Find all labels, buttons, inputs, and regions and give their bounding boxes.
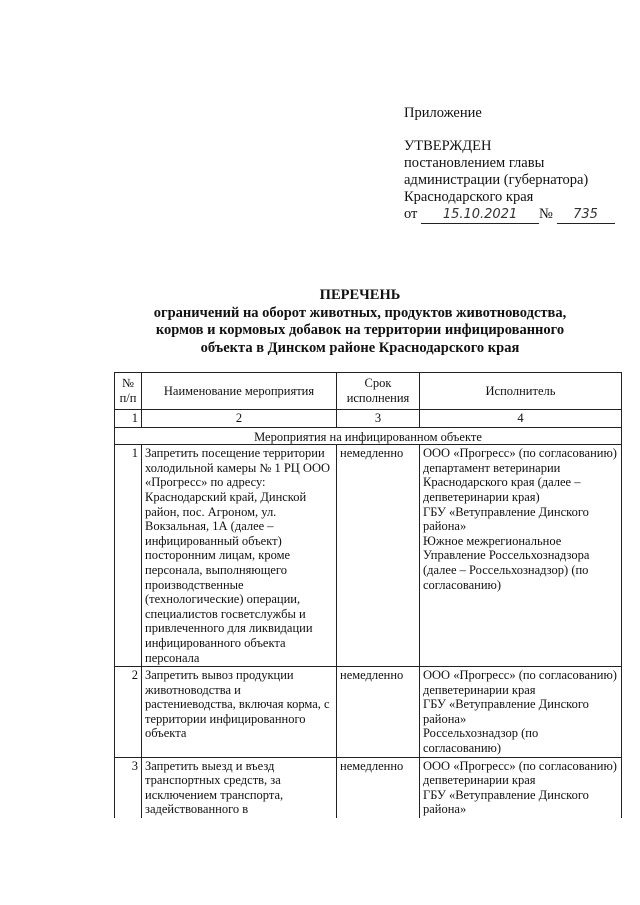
row-executors [420,757,622,818]
table-index-row [115,410,622,428]
approval-block [404,105,634,224]
row-number: 2 [115,667,142,758]
title-line-3: объекта в Динском районе Краснодарского края [200,339,520,356]
header-term: Срок исполнения [337,373,420,410]
row-term: немедленно [337,757,420,818]
executor-item: депветеринарии края [423,773,536,788]
index-cell: 2 [142,410,337,428]
row-term: немедленно [337,667,420,758]
executor-item: ООО «Прогресс» (по согласованию) [423,446,617,461]
approved-label: УТВЕРЖДЕН [404,138,492,154]
from-label: от [404,206,418,222]
number-label: № [539,206,553,222]
index-cell: 1 [115,410,142,428]
title-line-2: кормов и кормовых добавок на территории инфицированного [155,322,565,338]
index-cell: 4 [420,410,622,428]
approval-line-2: администрации (губернатора) [404,172,589,188]
measures-table [114,372,622,818]
table-row [115,667,622,758]
index-cell: 3 [337,410,420,428]
section-row [115,427,622,445]
row-executors [420,667,622,758]
appendix-label: Приложение [404,105,482,121]
row-number: 1 [115,445,142,667]
approval-line-1: постановлением главы [404,155,545,171]
executor-item: департамент ветеринарии Краснодарского края (далее – депветеринарии края) [423,460,581,504]
document-title [120,287,600,357]
executor-item: ГБУ «Ветуправление Динского района» [423,787,589,817]
title-line-1: ограничений на оборот животных, продуктов животноводства, [153,304,567,321]
row-number: 3 [115,757,142,818]
row-measure: Запретить посещение территории холодильной камеры № 1 РЦ ООО «Прогресс» по адресу: Краснодарский край, Динской район, пос. Агроном, ул. Вокзальная, 1А (далее – инфицированный объект) посторонним лицам, кроме персонала, выполняющего производственные (технологические) операции, специалистов госветслужбы и привлеченного для ликвидации инфицированного объекта персонала [142,445,337,667]
row-executors [420,445,622,667]
header-executor: Исполнитель [420,373,622,410]
executor-item: Южное межрегиональное Управление Россельхознадзора (далее – Россельхознадзор) (по согласованию) [423,533,590,592]
executor-item: ГБУ «Ветуправление Динского района» [423,504,589,534]
executor-item: депветеринарии края [423,682,536,697]
section-title: Мероприятия на инфицированном объекте [115,427,622,445]
title-heading: ПЕРЕЧЕНЬ [319,287,401,303]
approval-line-3: Краснодарского края [404,189,534,205]
table-row [115,757,622,818]
row-term: немедленно [337,445,420,667]
handwritten-number: 735 [557,206,615,224]
executor-item: ООО «Прогресс» (по согласованию) [423,668,617,683]
row-measure: Запретить выезд и въезд транспортных средств, за исключением транспорта, задействованного в [142,757,337,818]
table-header-row [115,373,622,410]
row-measure: Запретить вывоз продукции животноводства и растениеводства, включая корма, с территории инфицированного объекта [142,667,337,758]
executor-item: ГБУ «Ветуправление Динского района» [423,697,589,726]
decree-date-number [404,206,634,224]
handwritten-date: 15.10.2021 [421,206,539,224]
table-row [115,445,622,667]
executor-item: Россельхознадзор (по согласованию) [423,726,539,756]
header-name: Наименование мероприятия [142,373,337,410]
header-num: № п/п [115,373,142,410]
executor-item: ООО «Прогресс» (по согласованию) [423,758,617,773]
